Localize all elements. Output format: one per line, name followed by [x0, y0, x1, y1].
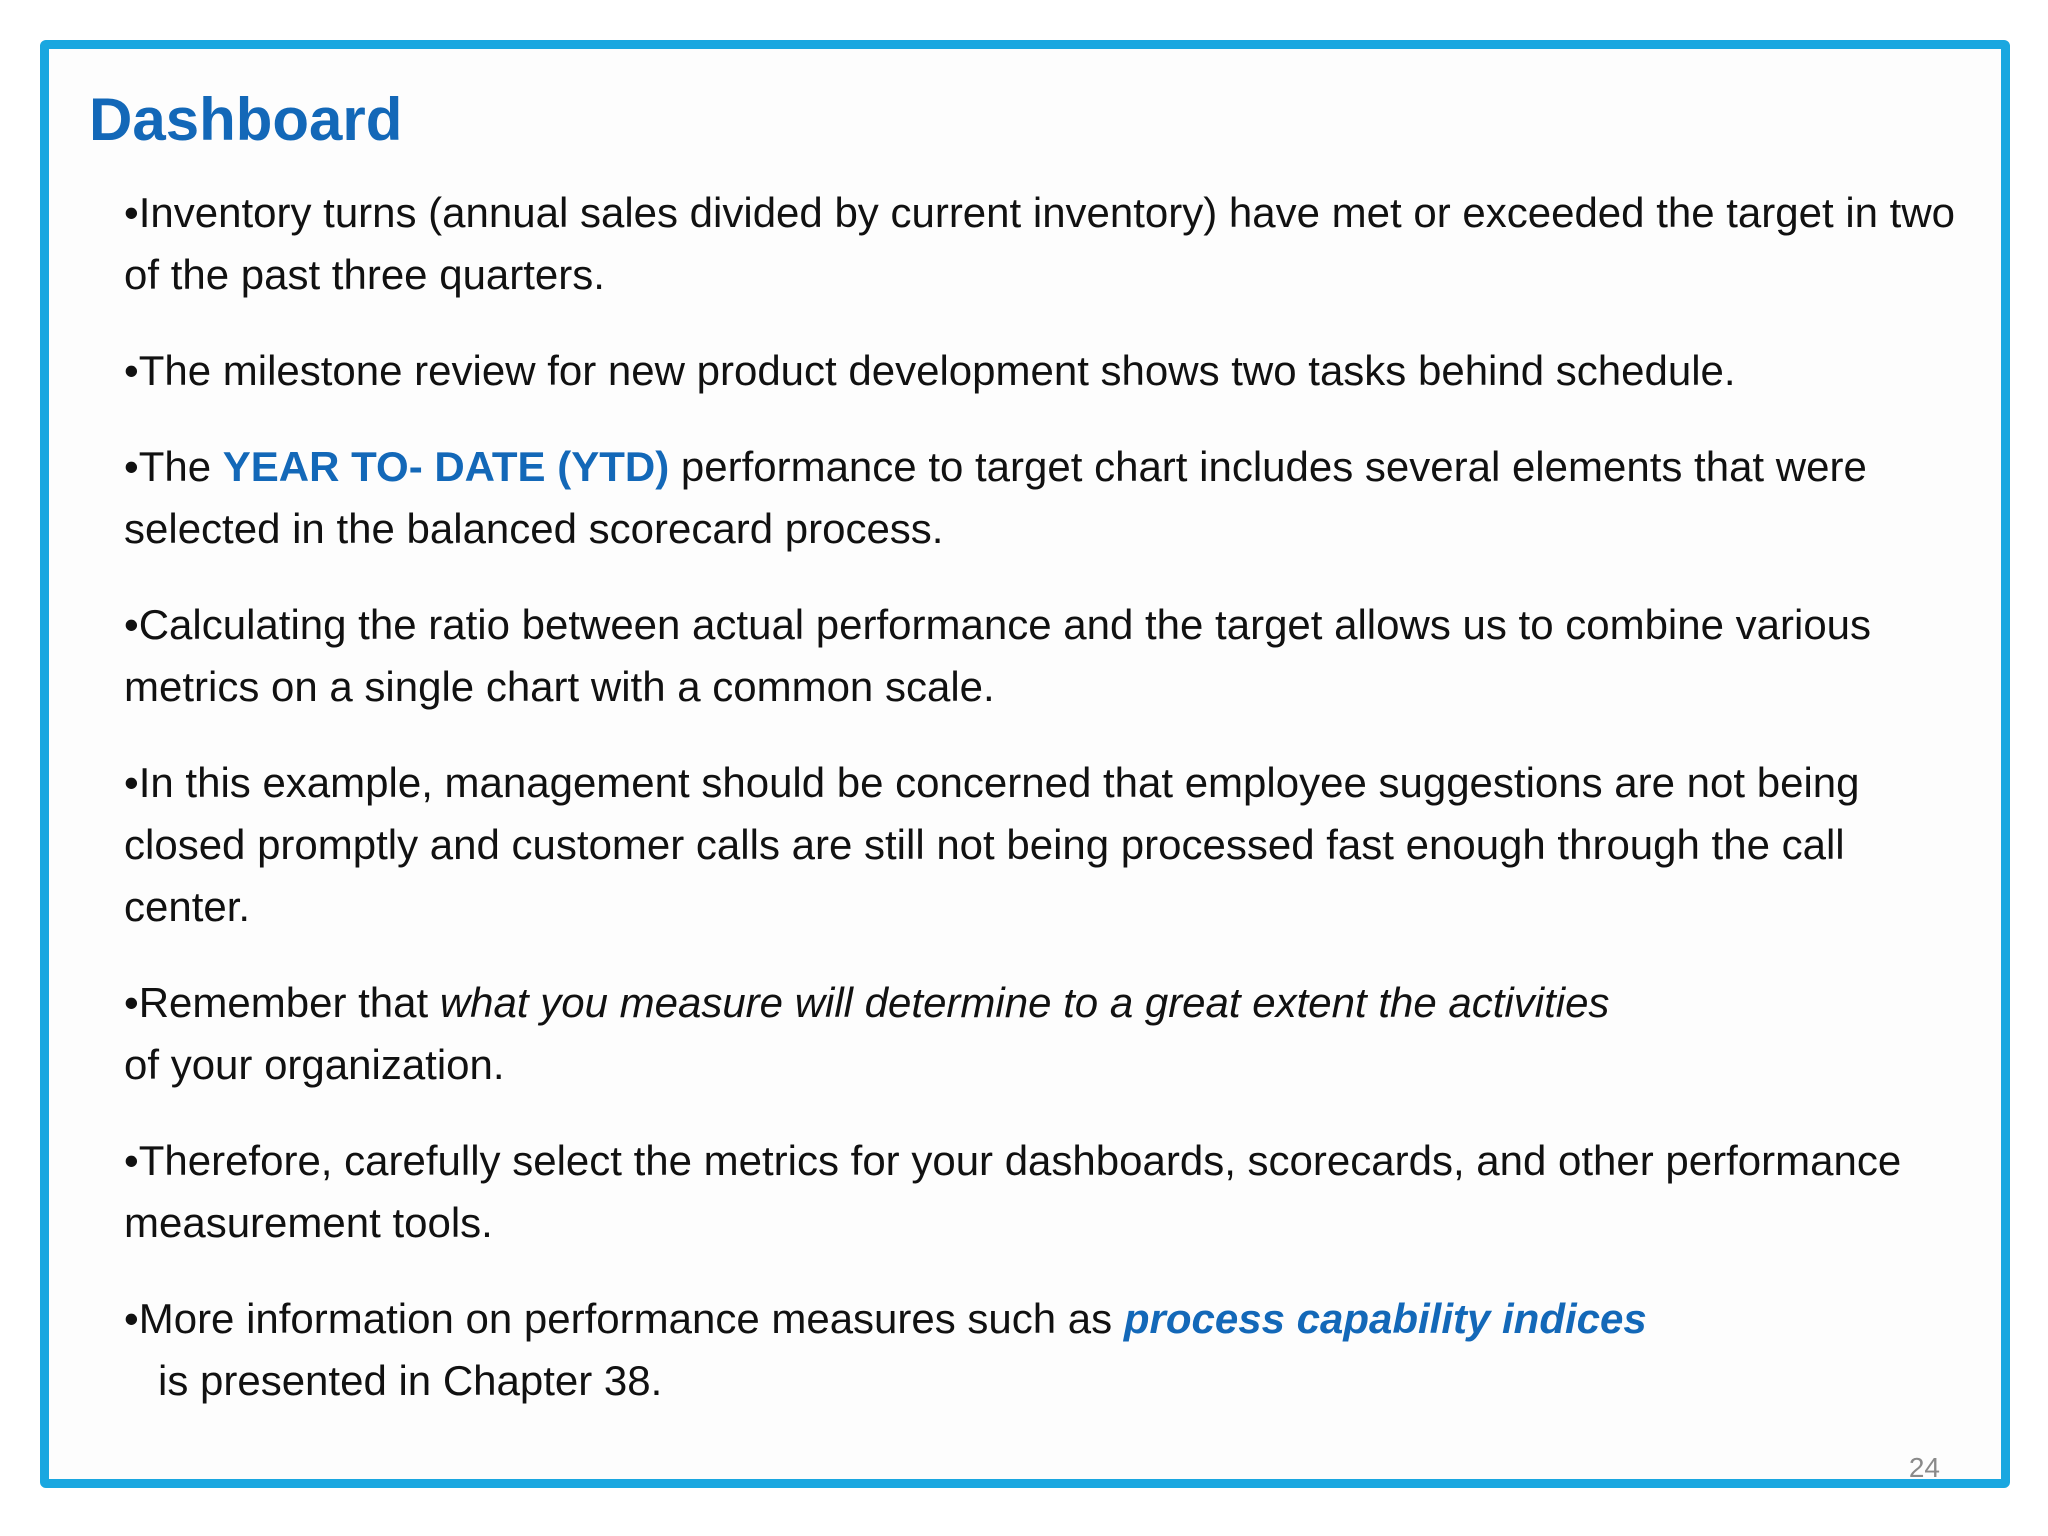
bullet-text: Inventory turns (annual sales divided by current inventory) have met or exceeded the target in two of the past three quarters. [124, 189, 1956, 298]
process-capability-link[interactable]: process capability indices [1123, 1295, 1647, 1342]
bullet-suffix: performance to target chart includes several elements that were selected in the balanced scorecard process. [124, 443, 1867, 552]
bullet-inventory-turns [124, 182, 1964, 306]
bullet-suffix: of your organization. [124, 1041, 505, 1088]
bullet-milestone-review [124, 340, 1964, 402]
slide-title: Dashboard [89, 86, 403, 153]
bullet-mark: • [124, 979, 139, 1026]
bullet-prefix: Remember that [138, 979, 440, 1026]
bullet-mark: • [124, 759, 139, 806]
bullet-mark: • [124, 1137, 139, 1184]
bullet-mark: • [124, 443, 139, 490]
bullet-prefix: The [138, 443, 223, 490]
ytd-highlight: YEAR TO- DATE (YTD) [222, 443, 670, 490]
bullet-suffix: is presented in Chapter 38. [158, 1357, 663, 1404]
bullet-more-information [124, 1288, 1964, 1412]
bullet-text: Therefore, carefully select the metrics for your dashboards, scorecards, and other performance measurement tools. [124, 1137, 1902, 1246]
bullet-list [124, 182, 1964, 1446]
bullet-text: In this example, management should be concerned that employee suggestions are not being closed promptly and customer calls are still not being processed fast enough through the call center. [124, 759, 1860, 930]
bullet-select-metrics [124, 1130, 1964, 1254]
bullet-mark: • [124, 189, 139, 236]
bullet-mark: • [124, 601, 139, 648]
bullet-mark: • [124, 1295, 139, 1342]
bullet-text: Calculating the ratio between actual performance and the target allows us to combine various metrics on a single chart with a common scale. [124, 601, 1872, 710]
bullet-ytd-performance [124, 436, 1964, 560]
bullet-remember-measure [124, 972, 1964, 1096]
bullet-mark: • [124, 347, 139, 394]
bullet-text: The milestone review for new product development shows two tasks behind schedule. [138, 347, 1736, 394]
page-number: 24 [1908, 1452, 1940, 1483]
bullet-prefix: More information on performance measures such as [138, 1295, 1124, 1342]
bullet-ratio-calculation [124, 594, 1964, 718]
bullet-management-concern [124, 752, 1964, 938]
measure-emphasis: what you measure will determine to a great extent the activities [439, 979, 1610, 1026]
